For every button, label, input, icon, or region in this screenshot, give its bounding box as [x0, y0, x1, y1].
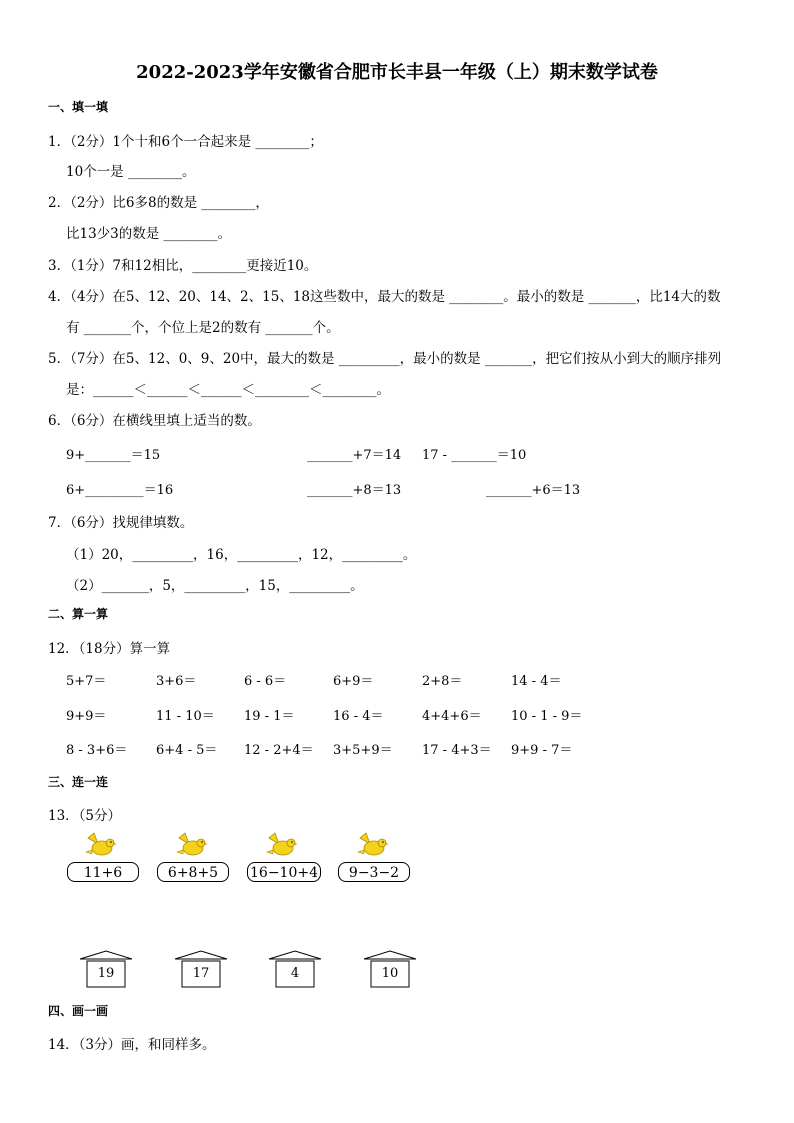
calc-item: 17 - 4+3＝ [422, 743, 492, 758]
q6-item: _______+6＝13 [486, 483, 581, 498]
calc-item: 10 - 1 - 9＝ [511, 709, 583, 724]
question-12: 12．（18分）算一算 [48, 641, 171, 657]
calc-item: 6+4 - 5＝ [156, 743, 218, 758]
calc-item: 4+4+6＝ [422, 709, 482, 724]
question-14: 14．（3分）画，和同样多。 [48, 1037, 216, 1053]
section-draw: 四、画一画 [48, 1004, 109, 1018]
calc-item: 5+7＝ [66, 674, 107, 689]
question-2-line-2: 比13少3的数是 ________。 [66, 226, 232, 242]
house-number: 4 [290, 966, 300, 981]
calc-item: 2+8＝ [422, 674, 463, 689]
calc-item: 12 - 2+4＝ [244, 743, 314, 758]
question-1-line-2: 10个一是 ________。 [66, 164, 196, 180]
calc-item: 16 - 4＝ [333, 709, 384, 724]
calc-item: 11 - 10＝ [156, 709, 215, 724]
expression-box: 9−3−2 [338, 862, 410, 882]
q6-item: 9+_______＝15 [66, 448, 161, 463]
question-2-line-1: 2．（2分）比6多8的数是 ________， [48, 195, 269, 211]
section-fill-in: 一、填一填 [48, 100, 109, 114]
question-13: 13．（5分） [48, 808, 122, 824]
page-title: 2022-2023学年安徽省合肥市长丰县一年级（上）期末数学试卷 [136, 62, 658, 83]
calc-item: 19 - 1＝ [244, 709, 295, 724]
question-7-part-1: （1）20，_________，16，_________，12，_________。 [66, 547, 417, 563]
section-match: 三、连一连 [48, 775, 109, 789]
calc-item: 14 - 4＝ [511, 674, 562, 689]
house-number: 10 [381, 966, 399, 981]
question-3: 3．（1分）7和12相比，________更接近10。 [48, 258, 318, 274]
question-4-line-2: 有 _______个，个位上是2的数有 _______个。 [66, 320, 340, 336]
expression-box: 16−10+4 [247, 862, 321, 882]
calc-item: 3+6＝ [156, 674, 197, 689]
section-calculate: 二、算一算 [48, 607, 109, 621]
house-number: 17 [192, 966, 210, 981]
calc-item: 8 - 3+6＝ [66, 743, 128, 758]
expression-box: 6+8+5 [157, 862, 229, 882]
calc-item: 3+5+9＝ [333, 743, 393, 758]
question-7-part-2: （2）_______，5，_________，15，_________。 [66, 578, 364, 594]
q6-item: 6+_________＝16 [66, 483, 174, 498]
bird-icon [175, 830, 209, 860]
question-6: 6．（6分）在横线里填上适当的数。 [48, 413, 261, 429]
q6-item: _______+7＝14 [307, 448, 402, 463]
house-number: 19 [97, 966, 115, 981]
calc-item: 6 - 6＝ [244, 674, 287, 689]
q6-item: 17 - _______＝10 [422, 448, 527, 463]
calc-item: 9+9 - 7＝ [511, 743, 573, 758]
q6-item: _______+8＝13 [307, 483, 402, 498]
question-5-line-2: 是：______＜______＜______＜________＜________。 [66, 382, 390, 398]
question-5-line-1: 5．（7分）在5、12、0、9、20中，最大的数是 _________，最小的数是 _______，把它们按从小到大的顺序排列 [48, 351, 722, 367]
calc-item: 9+9＝ [66, 709, 107, 724]
question-4-line-1: 4．（4分）在5、12、20、14、2、15、18这些数中，最大的数是 ________。最小的数是 _______，比14大的数 [48, 289, 721, 305]
bird-icon [84, 830, 118, 860]
calc-item: 6+9＝ [333, 674, 374, 689]
expression-box: 11+6 [67, 862, 139, 882]
bird-icon [265, 830, 299, 860]
bird-icon [356, 830, 390, 860]
question-7: 7．（6分）找规律填数。 [48, 515, 194, 531]
question-1-line-1: 1．（2分）1个十和6个一合起来是 ________； [48, 134, 323, 150]
